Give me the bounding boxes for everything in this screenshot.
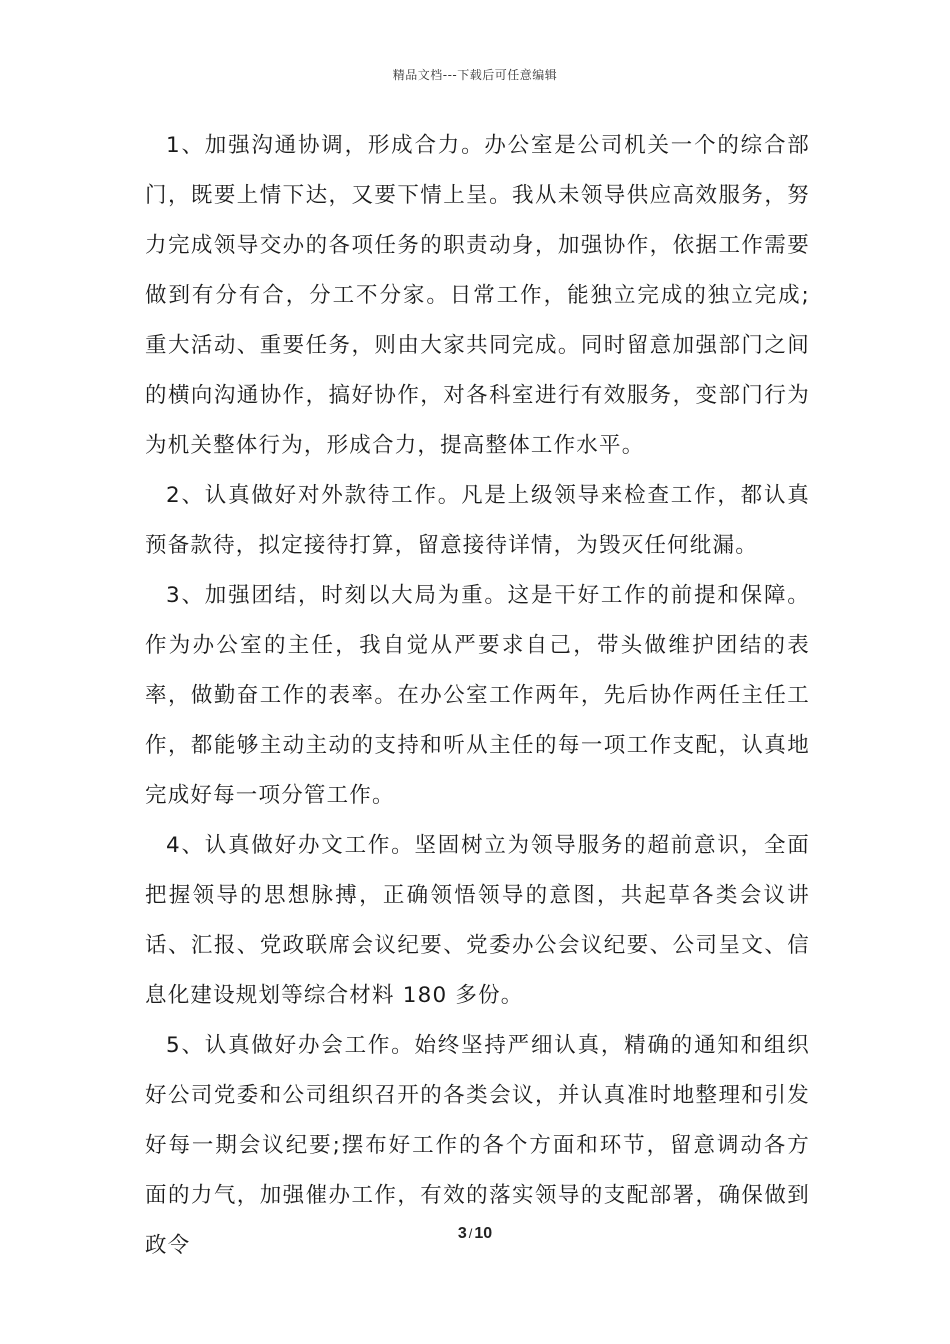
- page-separator: /: [468, 1226, 473, 1241]
- paragraph-4: 4、认真做好办文工作。坚固树立为领导服务的超前意识，全面把握领导的思想脉搏，正确领悟领导的意图，共起草各类会议讲话、汇报、党政联席会议纪要、党委办公会议纪要、公司呈文、信息化建设规划等综合材料 180 多份。: [145, 833, 810, 1008]
- page-number: [0, 1225, 950, 1243]
- paragraph-3: 3、加强团结，时刻以大局为重。这是干好工作的前提和保障。作为办公室的主任，我自觉从严要求自己，带头做维护团结的表率，做勤奋工作的表率。在办公室工作两年，先后协作两任主任工作，都能够主动主动的支持和听从主任的每一项工作支配，认真地完成好每一项分管工作。: [145, 583, 810, 808]
- paragraph-2: 2、认真做好对外款待工作。凡是上级领导来检查工作，都认真预备款待，拟定接待打算，留意接待详情，为毁灭任何纰漏。: [145, 483, 810, 558]
- current-page-number: 3: [457, 1225, 467, 1242]
- document-body: [145, 121, 810, 1271]
- total-page-count: 10: [474, 1225, 493, 1242]
- paragraph-1: 1、加强沟通协调，形成合力。办公室是公司机关一个的综合部门，既要上情下达，又要下情上呈。我从未领导供应高效服务，努力完成领导交办的各项任务的职责动身，加强协作，依据工作需要做到有分有合，分工不分家。日常工作，能独立完成的独立完成;重大活动、重要任务，则由大家共同完成。同时留意加强部门之间的横向沟通协作，搞好协作，对各科室进行有效服务，变部门行为为机关整体行为，形成合力，提高整体工作水平。: [145, 133, 810, 458]
- paragraph-5: 5、认真做好办会工作。始终坚持严细认真，精确的通知和组织好公司党委和公司组织召开的各类会议，并认真准时地整理和引发好每一期会议纪要;摆布好工作的各个方面和环节，留意调动各方面的力气，加强催办工作，有效的落实领导的支配部署，确保做到政令: [145, 1033, 810, 1258]
- page-header: 精品文档---下载后可任意编辑: [392, 68, 558, 82]
